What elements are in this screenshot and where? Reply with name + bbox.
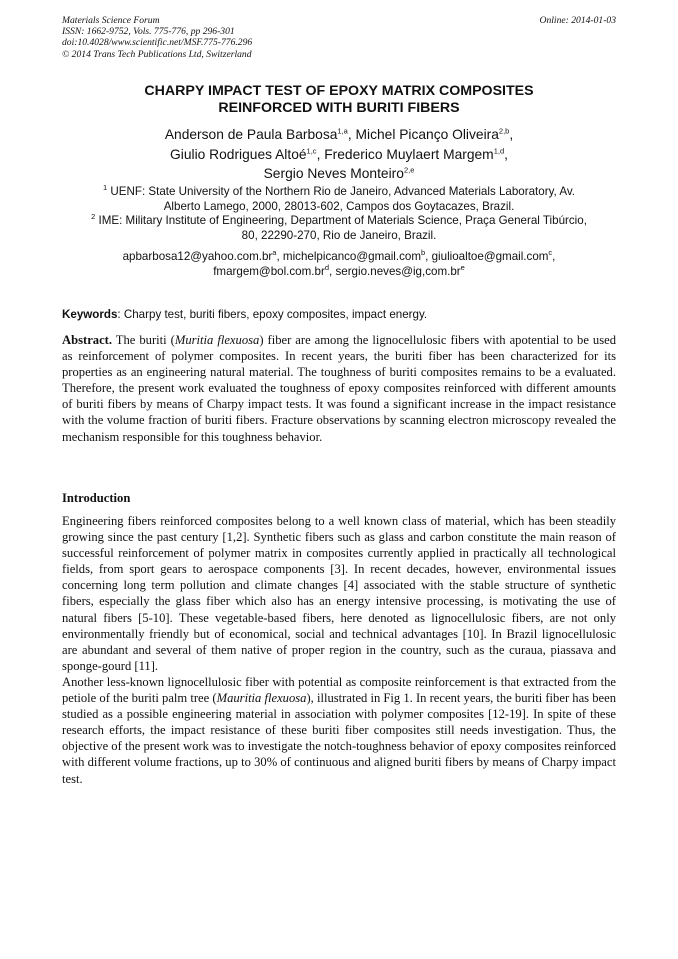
online-date: Online: 2014-01-03 (539, 15, 616, 26)
author-sep: , (504, 146, 508, 162)
intro-text: ), illustrated in Fig 1. In recent years, the buriti fiber has been studied as a possible engineering material in association with polymer composites [12-19]. In spite of these research efforts, the impact resistance of these buriti fiber composites still needs investigation. Thus, the objective of the present work was to investigate the notch-toughness behavior of epoxy composites reinforced with different volume fractions, up to 30% of continuous and aligned buriti fibers by means of Charpy impact test. (62, 691, 616, 786)
email-sup: e (460, 262, 465, 272)
intro-text: Another less-known lignocellulosic fiber with potential as composite reinforcement is that extracted from the petiole of the buriti palm tree ( (62, 674, 616, 706)
author-name: Michel Picanço Oliveira (355, 127, 499, 142)
copyright-line: © 2014 Trans Tech Publications Ltd, Switzerland (62, 48, 252, 60)
author-sup: 1,c (306, 145, 317, 155)
email-sep: , (276, 250, 283, 263)
author-sup: 2,b (498, 126, 510, 136)
abstract-label: Abstract. (62, 333, 113, 347)
email-link[interactable]: michelpicanco@gmail.com (282, 250, 421, 263)
author-name: Sergio Neves Monteiro (263, 166, 404, 181)
affiliation-1-number: 1 (102, 183, 108, 193)
email-link[interactable]: fmargem@bol.com.br (213, 264, 325, 278)
author-sup: 2,e (403, 165, 415, 175)
email-link[interactable]: apbarbosa12@yahoo.com.br (122, 250, 273, 263)
title-line-2: REINFORCED WITH BURITI FIBERS (218, 100, 460, 116)
email-sep: , (425, 250, 432, 263)
journal-name: Materials Science Forum (62, 15, 160, 26)
abstract-text: ) fiber are among the lignocellulosic fibers with apotential to be used as reinforcement of polymer composites. In recent years, the buriti fiber has been characterized for its properties as an engineering natural material. The toughness of buriti composites remains to be a evaluated. Therefore, the present work evaluated the toughness of epoxy composites reinforced with different amounts of buriti fibers by means of Charpy impact tests. It was found a significant increase in the impact resistance with the volume fraction of buriti fibers. Fracture observations by scanning electron microscopy revealed the mechanism responsible for this toughness behavior. (62, 333, 616, 444)
abstract-species: Muritia flexuosa (174, 333, 260, 347)
email-sup: b (420, 248, 426, 258)
intro-species: Mauritia flexuosa (216, 691, 307, 706)
intro-paragraph-2 (62, 674, 616, 787)
keywords-label: Keywords (62, 308, 118, 321)
author-name: Frederico Muylaert Margem (324, 146, 494, 162)
author-list (62, 125, 616, 184)
affiliation-2-line-1 (62, 214, 616, 229)
abstract-text: The buriti ( (112, 333, 175, 347)
intro-paragraph-1: Engineering fibers reinforced composites belong to a well known class of material, which has been steadily growing since the past century [1,2]. Synthetic fibers such as glass and carbon constitute the main reason of successful reinforcement of polymer matrix in composites currently applied in practically all technological fields, from sport gears to aerospace components [3]. In recent decades, however, environmental issues concerning long term pollution and climate changes [4] associated with the stable structure of synthetic fibers, especially the glass fiber which also has an energy intensive processing, is motivating the use of natural fibers [5-10]. These vegetable-based fibers, here denoted as lignocellulosic fibers, are not only environmentally friendly but of economical, social and technical advantages [10]. In Brazil lignocellulosic are abundant and several of them native of proper region in the country, such as the curaua, piassava and sponge-gourd [11]. (62, 514, 616, 673)
keywords-text: : Charpy test, buriti fibers, epoxy composites, impact energy. (117, 308, 428, 321)
title-line-1: CHARPY IMPACT TEST OF EPOXY MATRIX COMPOSITES (144, 83, 534, 99)
affiliation-1-text: UENF: State University of the Northern Rio de Janeiro, Advanced Materials Laboratory, Av. (110, 185, 576, 198)
introduction-body (62, 513, 616, 787)
affiliation-1-line-1 (62, 185, 616, 200)
affiliation-2-text: IME: Military Institute of Engineering, Department of Materials Science, Praça General Tibúrcio, (98, 214, 587, 228)
affiliation-2-number: 2 (91, 212, 96, 222)
author-name: Giulio Rodrigues Altoé (170, 146, 307, 162)
author-sep: , (509, 127, 514, 142)
email-sep: , (552, 250, 556, 263)
doi-line[interactable]: doi:10.4028/www.scientific.net/MSF.775-776.296 (62, 37, 253, 49)
section-heading-introduction: Introduction (62, 491, 131, 505)
email-sup: a (272, 248, 277, 258)
author-sep: , (347, 127, 356, 142)
email-list (62, 250, 616, 279)
email-sup: c (548, 248, 553, 258)
author-name: Anderson de Paula Barbosa (164, 127, 338, 142)
affiliations (62, 185, 616, 243)
affiliation-2-line-2: 80, 22290-270, Rio de Janeiro, Brazil. (241, 228, 437, 242)
journal-header (62, 15, 616, 60)
email-sup: d (324, 262, 329, 272)
keywords (62, 308, 616, 322)
paper-title (62, 83, 616, 117)
author-sup: 1,a (337, 126, 348, 136)
issn-line: ISSN: 1662-9752, Vols. 775-776, pp 296-301 (62, 26, 235, 38)
email-link[interactable]: sergio.neves@ig,com.br (335, 264, 461, 278)
author-sep: , (316, 146, 325, 162)
author-sup: 1,d (493, 145, 505, 155)
abstract (62, 332, 616, 445)
affiliation-1-line-2: Alberto Lamego, 2000, 28013-602, Campos dos Goytacazes, Brazil. (163, 199, 515, 213)
email-sep: , (329, 264, 336, 278)
email-link[interactable]: giulioaltoe@gmail.com (431, 250, 549, 263)
